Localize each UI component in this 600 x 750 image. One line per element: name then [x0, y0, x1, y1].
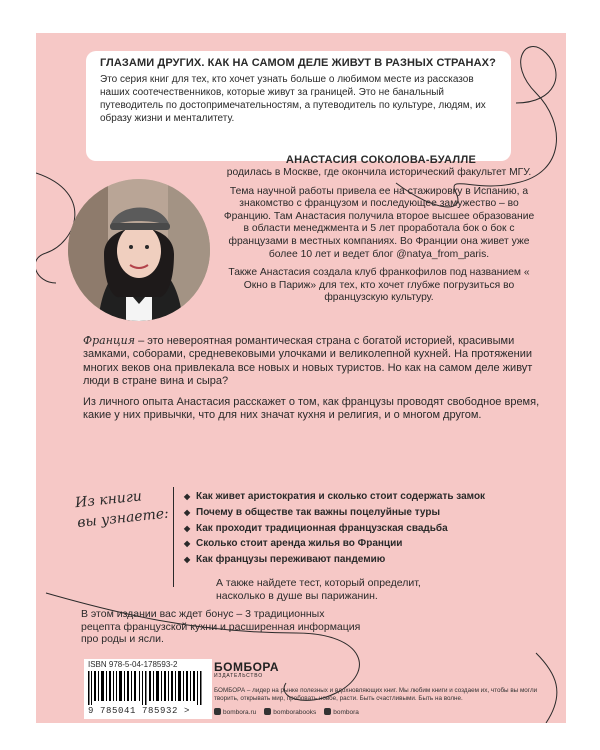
list-item: ◆ Как проходит традиционная французская свадьба	[184, 521, 485, 537]
from-book-heading	[74, 483, 178, 533]
bonus-note: В этом издании вас ждет бонус – 3 традиционных рецепта французской кухни и расширенная информация про роды и ясли.	[81, 608, 361, 646]
test-note: А также найдете тест, который определит, насколько в душе вы парижанин.	[216, 577, 421, 602]
series-info-box	[86, 51, 511, 161]
series-description: Это серия книг для тех, кто хочет узнать больше о любимом месте из рассказов наших соотечественников, которые живут за границей. Это не банальный путеводитель по достопримечательностям, а путеводитель по культуре, людям, их образу жизни и менталитету.	[100, 74, 486, 124]
publisher-socials	[214, 708, 359, 716]
series-title: ГЛАЗАМИ ДРУГИХ. КАК НА САМОМ ДЕЛЕ ЖИВУТ В РАЗНЫХ СТРАНАХ?	[100, 57, 496, 69]
barcode-digits: 9 785041 785932 >	[88, 706, 191, 716]
list-item: ◆ Как живет аристократия и сколько стоит содержать замок	[184, 489, 485, 505]
author-name: АНАСТАСИЯ СОКОЛОВА-БУАЛЛЕ	[285, 154, 477, 166]
divider-line	[173, 487, 174, 587]
instagram-link: bombora	[333, 709, 359, 716]
france-text-1: – это невероятная романтическая страна с богатой историей, красивыми замками, соборами, средневековыми улочками и великолепной кухней. На протяжении многих веков она привлекала все новых и новых туристов. Но как на самом деле живут люди в стране вина и сыра?	[83, 335, 533, 387]
list-item: ◆ Почему в обществе так важны поцелуйные туры	[184, 505, 485, 521]
from-book-line-2: вы узнаете:	[76, 505, 170, 532]
france-word: Франция	[83, 334, 136, 347]
publisher-brand: БОМБОРА	[214, 660, 280, 674]
author-bio-2: Тема научной работы привела ее на стажировку в Испанию, а знакомство с французом и последующее замужество – во Францию. Там Анастасия получила второе высшее образование в области менеджмента и 5 лет проработала бок о бок с французами в местных компаниях. Во Франции она живет уже более 10 лет и ведет блог @natya_from_paris.	[223, 185, 535, 260]
france-text-2: Из личного опыта Анастасия расскажет о том, как французы проводят свободное время, какие у них привычки, что для них значат кухня и религия, и о многом другом.	[83, 396, 540, 422]
list-item: ◆ Сколько стоит аренда жилья во Франции	[184, 536, 485, 552]
author-photo	[68, 179, 210, 321]
publisher-description: БОМБОРА – лидер на рынке полезных и вдохновляющих книг. Мы любим книги и создаем их, чтобы вы могли творить, открывать мир, пробовать новое, расти. Быть счастливыми. Быть на волне.	[214, 687, 538, 702]
author-portrait-illustration	[68, 179, 210, 321]
site-link: bombora.ru	[223, 709, 257, 716]
instagram-icon	[324, 708, 331, 715]
list-item: ◆ Как французы переживают пандемию	[184, 552, 485, 568]
author-bio	[220, 167, 538, 311]
france-description	[83, 334, 543, 431]
barcode-bars	[88, 671, 208, 705]
author-bio-1: родилась в Москве, где окончила исторический факультет МГУ.	[226, 167, 532, 178]
globe-icon	[214, 708, 221, 715]
publisher-sub: ИЗДАТЕЛЬСТВО	[214, 673, 263, 679]
barcode	[84, 659, 212, 719]
book-back-cover	[36, 33, 566, 723]
learn-list	[184, 489, 485, 568]
author-bio-3: Также Анастасия создала клуб франкофилов под названием « Окно в Париж» для тех, кто хочет глубже погрузиться во французскую культуру.	[228, 267, 530, 304]
from-book-line-1: Из книги	[74, 488, 143, 512]
publisher-logo	[214, 661, 279, 680]
vk-icon	[264, 708, 271, 715]
isbn-text: ISBN 978-5-04-178593-2	[88, 660, 178, 669]
vk-link: bomborabooks	[273, 709, 317, 716]
